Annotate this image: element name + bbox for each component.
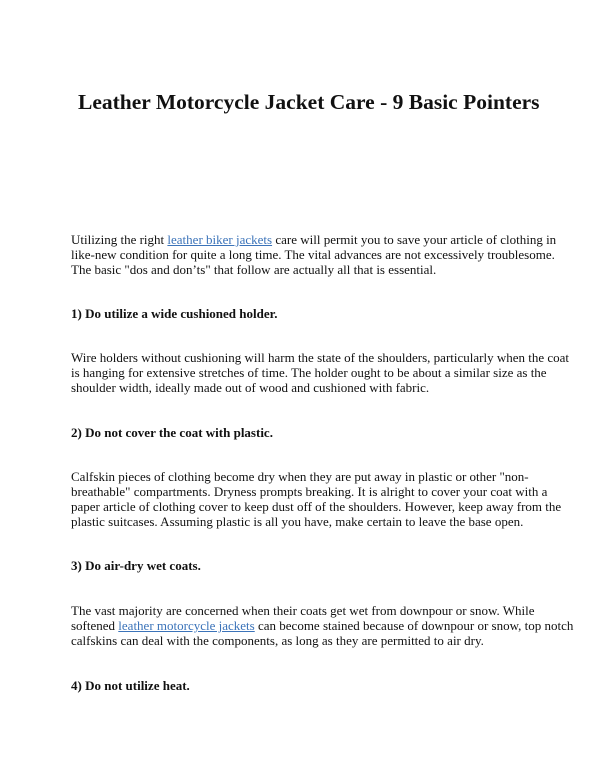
text: Calfskin pieces of clothing become dry when they are put away in plastic or other "non- — [71, 469, 529, 484]
text: shoulder width, ideally made out of wood and cushioned with fabric. — [71, 380, 430, 395]
text: The vast majority are concerned when their coats get wet from downpour or snow. While — [71, 603, 535, 618]
text: Wire holders without cushioning will harm the state of the shoulders, particularly when the coat — [71, 350, 570, 365]
text: plastic suitcases. Assuming plastic is all you have, make certain to leave the base open. — [71, 514, 524, 529]
intro-paragraph — [71, 232, 556, 277]
leather-biker-jackets-link[interactable]: leather biker jackets — [167, 232, 273, 247]
section-heading: 2) Do not cover the coat with plastic. — [71, 425, 273, 440]
page-title: Leather Motorcycle Jacket Care - 9 Basic Pointers — [78, 90, 540, 114]
section-paragraph — [71, 469, 561, 529]
section-heading: 3) Do air-dry wet coats. — [71, 558, 201, 573]
text: calfskins can deal with the components, as long as they are permitted to air dry. — [71, 633, 484, 648]
text: Utilizing the right — [71, 232, 168, 247]
text: paper article of clothing cover to keep dust off of the shoulders. However, keep away from the — [71, 499, 562, 514]
text: softened — [71, 618, 119, 633]
section-heading: 4) Do not utilize heat. — [71, 678, 190, 693]
text: is hanging for extensive stretches of time. The holder ought to be about a similar size as the — [71, 365, 547, 380]
text: like-new condition for quite a long time. The vital advances are not excessively troublesome. — [71, 247, 555, 262]
section-heading: 1) Do utilize a wide cushioned holder. — [71, 306, 278, 321]
text: breathable" compartments. Dryness prompts breaking. It is alright to cover your coat with a — [71, 484, 548, 499]
section-paragraph — [71, 350, 569, 395]
text: can become stained because of downpour or snow, top notch — [254, 618, 574, 633]
text: The basic "dos and don’ts" that follow are actually all that is essential. — [71, 262, 437, 277]
text: care will permit you to save your article of clothing in — [272, 232, 557, 247]
leather-motorcycle-jackets-link[interactable]: leather motorcycle jackets — [118, 618, 255, 633]
section-paragraph — [71, 603, 573, 648]
